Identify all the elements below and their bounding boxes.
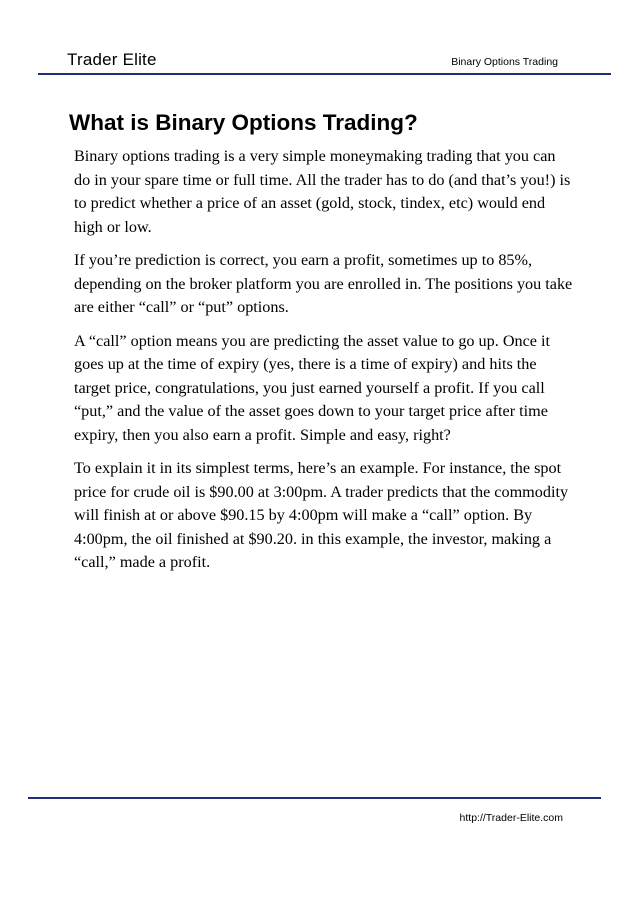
paragraph-4: To explain it in its simplest terms, here’s an example. For instance, the spot price for crude oil is $90.00 at 3:00pm. A trader predicts that the commodity will finish at or above $90.15 by 4:00pm will make a “call” option. By 4:00pm, the oil finished at $90.20. in this example, the investor, making a “call,” made a profit. xyxy=(74,459,569,571)
paragraph-2: If you’re prediction is correct, you earn a profit, sometimes up to 85%, depending on the broker platform you are enrolled in. The positions you take are either “call” or “put” options. xyxy=(74,251,573,316)
header-site-name: Trader Elite xyxy=(67,50,157,69)
header-section-title: Binary Options Trading xyxy=(451,56,558,68)
article-body xyxy=(74,145,574,585)
page-title: What is Binary Options Trading? xyxy=(69,110,418,135)
header-divider xyxy=(38,73,611,75)
footer-url-link[interactable]: http://Trader-Elite.com xyxy=(459,812,563,824)
footer-divider xyxy=(28,797,601,799)
paragraph-3: A “call” option means you are predicting the asset value to go up. Once it goes up at the time of expiry (yes, there is a time of expiry) and hits the target price, congratulations, you just earned yourself a profit. If you call “put,” and the value of the asset goes down to your target price after time expiry, then you also earn a profit. Simple and easy, right? xyxy=(74,331,551,444)
paragraph-1: Binary options trading is a very simple moneymaking trading that you can do in your spare time or full time. All the trader has to do (and that’s you!) is to predict whether a price of an asset (gold, stock, tindex, etc) would end high or low. xyxy=(74,147,571,236)
